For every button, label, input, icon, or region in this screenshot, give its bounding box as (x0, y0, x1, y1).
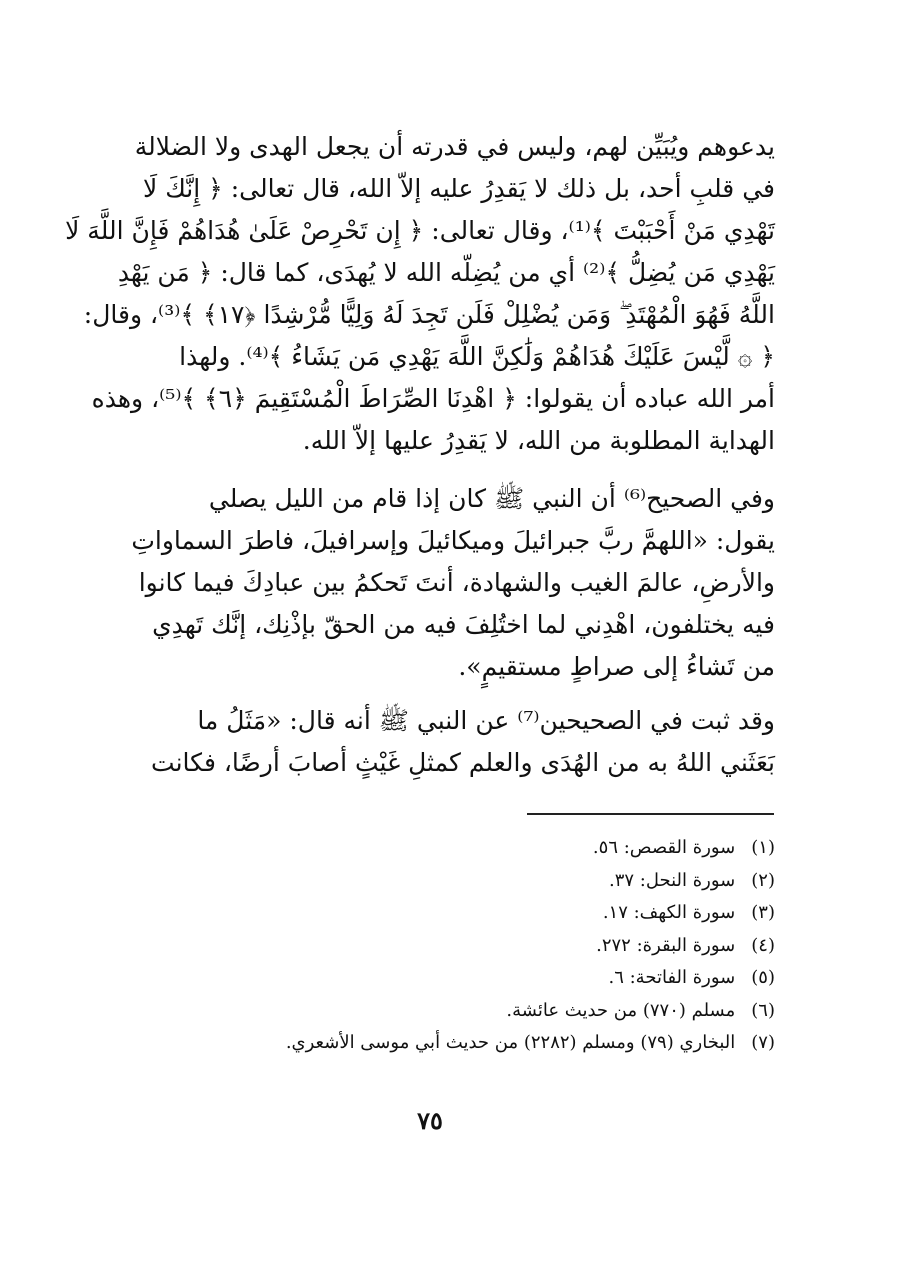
footnote-item (200, 897, 775, 930)
text-line: بَعَثَني اللهُ به من الهُدَى والعلم كمثلِ غَيْثٍ أصابَ أرضًا، فكانت (151, 748, 775, 777)
footnote-number: (٣) (751, 902, 775, 923)
footnote-text: سورة الكهف: ١٧. (602, 902, 736, 923)
text-line: من تَشاءُ إلى صراطٍ مستقيمٍ». (458, 652, 775, 681)
footnote-number: (٧) (751, 1032, 775, 1053)
text-line: الهداية المطلوبة من الله، لا يَقدِرُ عليها إلاّ الله. (302, 426, 775, 455)
text-line: في قلبِ أحد، بل ذلك لا يَقدِرُ عليه إلاّ الله، قال تعالى: ﴿ إِنَّكَ لَا (143, 174, 775, 203)
footnote-text: سورة القصص: ٥٦. (592, 837, 736, 858)
footnote-item (200, 995, 775, 1028)
text-line: وقد ثبت في الصحيحين⁽⁷⁾ عن النبي ﷺ أنه قال: «مَثَلُ ما (197, 706, 775, 735)
footnote-divider (527, 813, 774, 815)
footnote-number: (٢) (751, 869, 775, 891)
text-line: يقول: «اللهمَّ ربَّ جبرائيلَ وميكائيلَ وإسرافيلَ، فاطرَ السماواتِ (131, 526, 775, 555)
footnote-number: (١) (751, 837, 775, 858)
text-line: وفي الصحيح⁽⁶⁾ أن النبي ﷺ كان إذا قام من الليل يصلي (208, 484, 775, 513)
footnote-text: البخاري (٧٩) ومسلم (٢٢٨٢) من حديث أبي موسى الأشعري. (285, 1032, 736, 1053)
text-line: فيه يختلفون، اهْدِني لما اختُلِفَ فيه من الحقّ بإذْنِك، إنَّك تَهدِي (152, 610, 775, 639)
text-line: يَهْدِي مَن يُضِلُّ ﴾⁽²⁾ أي من يُضِلّه الله لا يُهدَى، كما قال: ﴿ مَن يَهْدِ (117, 258, 775, 287)
footnote-text: سورة الفاتحة: ٦. (608, 967, 736, 988)
text-line: يدعوهم ويُبَيِّن لهم، وليس في قدرته أن يجعل الهدى ولا الضلالة (134, 132, 775, 161)
text-line: تَهْدِي مَنْ أَحْبَبْتَ ﴾⁽¹⁾، وقال تعالى: ﴿ إِن تَحْرِصْ عَلَىٰ هُدَاهُمْ فَإِنَّ اللَّهَ لَا (65, 216, 775, 245)
text-line: والأرضِ، عالمَ الغيب والشهادة، أنتَ تَحكمُ بين عبادِكَ فيما كانوا (138, 568, 775, 597)
footnote-text: مسلم (٧٧٠) من حديث عائشة. (506, 999, 736, 1021)
text-line: ﴿ ۞ لَّيْسَ عَلَيْكَ هُدَاهُمْ وَلَٰكِنَّ اللَّهَ يَهْدِي مَن يَشَاءُ ﴾⁽⁴⁾. ولهذا (179, 342, 775, 371)
footnote-text: سورة البقرة: ٢٧٢. (596, 934, 736, 956)
text-line: أمر الله عباده أن يقولوا: ﴿ اهْدِنَا الصِّرَاطَ الْمُسْتَقِيمَ ﴿٦﴾ ﴾⁽⁵⁾، وهذه (91, 384, 775, 413)
text-line: اللَّهُ فَهُوَ الْمُهْتَدِ ۖ وَمَن يُضْلِلْ فَلَن تَجِدَ لَهُ وَلِيًّا مُّرْشِدًا ﴿١٧﴾ ﴾⁽³⁾، وقال: (83, 300, 775, 329)
paragraph-1 (65, 126, 775, 462)
footnote-item (200, 1027, 775, 1060)
footnote-number: (٥) (751, 967, 775, 988)
footnote-number: (٤) (751, 934, 775, 956)
footnote-item (200, 930, 775, 963)
footnote-number: (٦) (751, 999, 775, 1021)
footnote-item (200, 962, 775, 995)
footnote-item (200, 865, 775, 898)
footnote-item (200, 832, 775, 865)
footnote-text: سورة النحل: ٣٧. (609, 869, 736, 891)
paragraph-2 (125, 478, 775, 688)
page-number: ٧٥ (417, 1106, 443, 1135)
footnotes-list (200, 832, 775, 1060)
paragraph-3 (125, 700, 775, 784)
